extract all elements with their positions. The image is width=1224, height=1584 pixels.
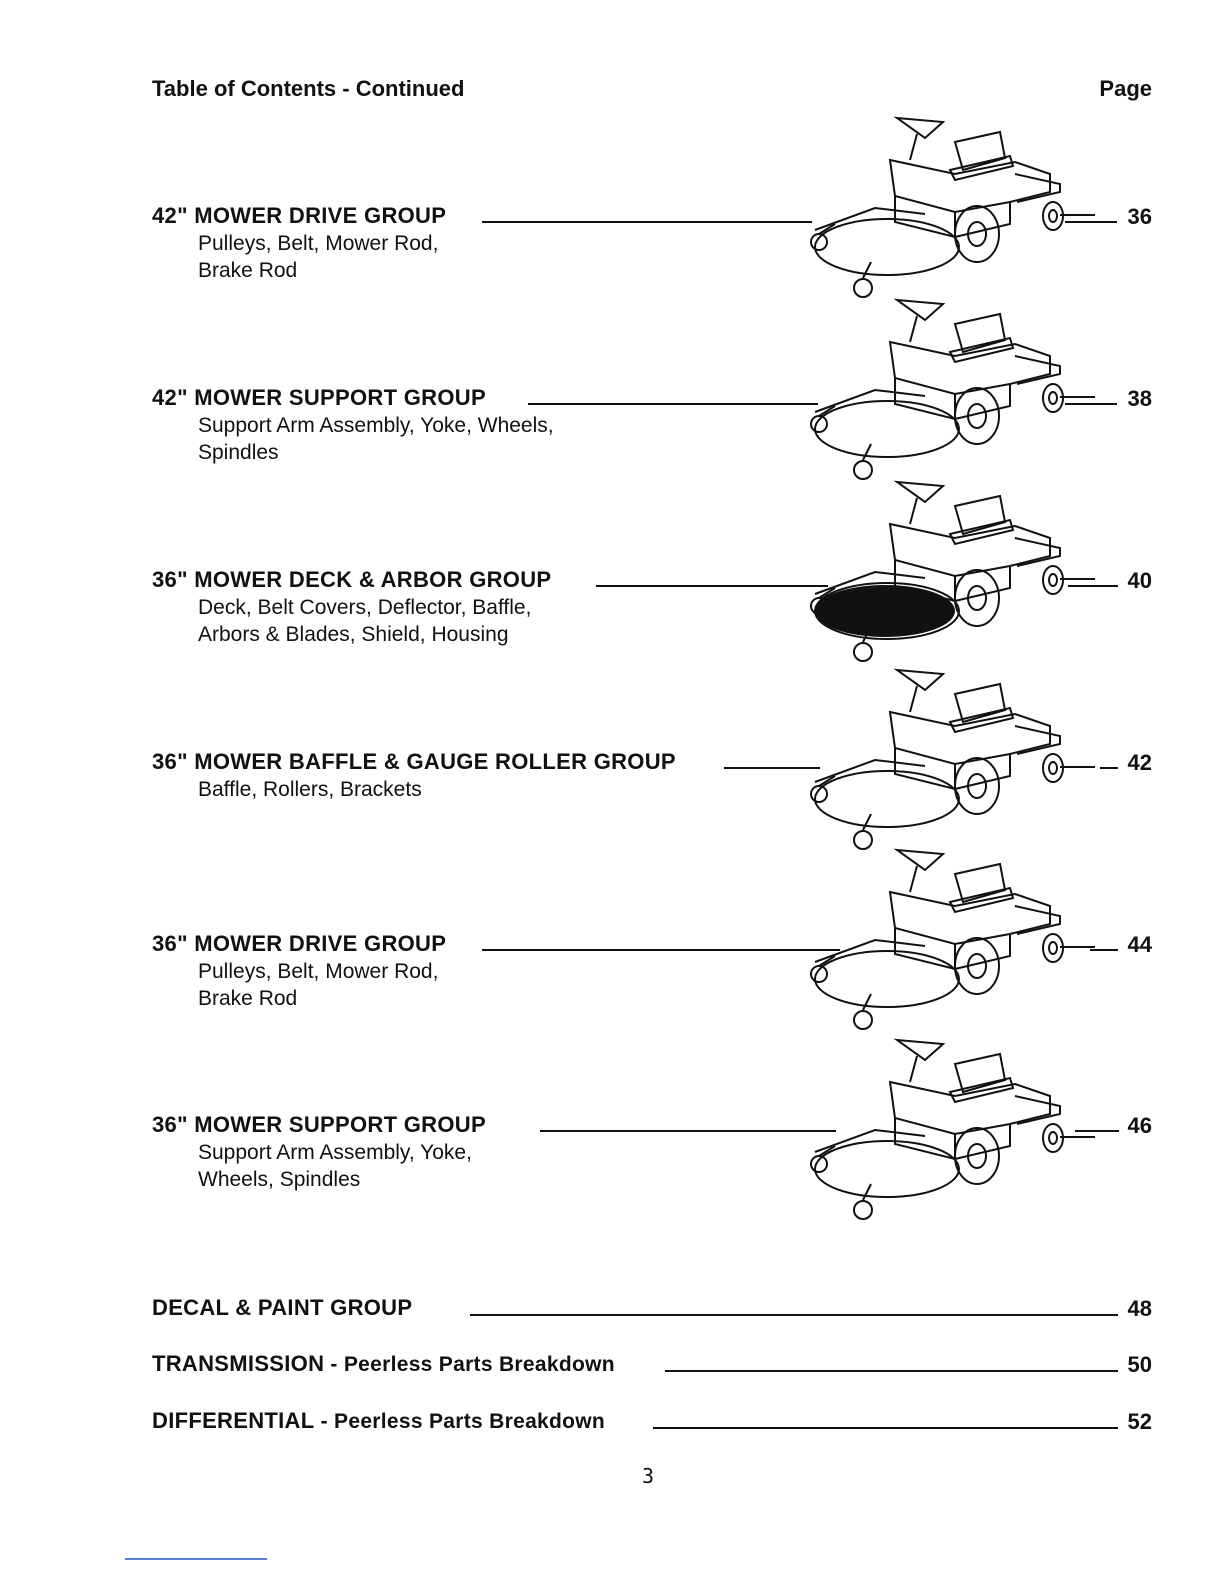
entry-description: Deck, Belt Covers, Deflector, Baffle, <box>198 596 532 619</box>
entry-title-main: TRANSMISSION <box>152 1351 325 1376</box>
entry-title[interactable] <box>152 1295 412 1321</box>
scan-artifact-line <box>125 1558 267 1560</box>
entry-title-main: DIFFERENTIAL <box>152 1408 315 1433</box>
page-number[interactable]: 48 <box>1127 1296 1152 1321</box>
entry-title[interactable]: 42" MOWER DRIVE GROUP <box>152 203 447 228</box>
entry-description: Wheels, Spindles <box>198 1168 361 1191</box>
leader-line <box>1100 767 1118 769</box>
entry-description: Brake Rod <box>198 987 298 1010</box>
mower-illustration <box>805 476 1095 666</box>
mower-illustration <box>805 664 1095 854</box>
page-number[interactable]: 40 <box>1127 568 1152 593</box>
entry-description: Support Arm Assembly, Yoke, Wheels, <box>198 414 554 437</box>
page-number[interactable]: 50 <box>1127 1352 1152 1377</box>
leader-line <box>596 585 828 587</box>
entry-description: Brake Rod <box>198 259 298 282</box>
entry-description: Support Arm Assembly, Yoke, <box>198 1141 472 1164</box>
entry-title[interactable]: 36" MOWER DECK & ARBOR GROUP <box>152 567 552 592</box>
leader-line <box>665 1370 1118 1372</box>
page-number[interactable]: 42 <box>1127 750 1152 775</box>
entry-title-main: DECAL & PAINT GROUP <box>152 1295 413 1320</box>
page-number[interactable]: 36 <box>1127 204 1152 229</box>
leader-line <box>470 1314 1118 1316</box>
mower-illustration <box>805 294 1095 484</box>
page-number[interactable]: 44 <box>1127 932 1152 957</box>
leader-line <box>540 1130 836 1132</box>
page-footer-number: 3 <box>642 1464 655 1488</box>
entry-title[interactable]: 36" MOWER BAFFLE & GAUGE ROLLER GROUP <box>152 749 676 774</box>
entry-title-rest: - Peerless Parts Breakdown <box>324 1353 615 1376</box>
entry-title[interactable]: 42" MOWER SUPPORT GROUP <box>152 385 486 410</box>
page-number[interactable]: 52 <box>1127 1409 1152 1434</box>
leader-line <box>482 221 812 223</box>
entry-title[interactable]: 36" MOWER DRIVE GROUP <box>152 931 447 956</box>
mower-illustration <box>805 112 1095 302</box>
page-number[interactable]: 38 <box>1127 386 1152 411</box>
entry-description: Pulleys, Belt, Mower Rod, <box>198 960 439 983</box>
leader-line <box>528 403 818 405</box>
entry-description: Pulleys, Belt, Mower Rod, <box>198 232 439 255</box>
leader-line <box>482 949 840 951</box>
toc-heading: Table of Contents - Continued <box>152 76 465 101</box>
page-column-label: Page <box>1099 76 1152 101</box>
entry-title-rest: - Peerless Parts Breakdown <box>314 1410 606 1433</box>
mower-illustration <box>805 844 1095 1034</box>
mower-illustration <box>805 1034 1095 1224</box>
entry-description: Spindles <box>198 441 279 464</box>
entry-description: Baffle, Rollers, Brackets <box>198 778 422 801</box>
entry-description: Arbors & Blades, Shield, Housing <box>198 623 509 646</box>
entry-title[interactable]: 36" MOWER SUPPORT GROUP <box>152 1112 486 1137</box>
leader-line <box>653 1427 1118 1429</box>
entry-title[interactable] <box>152 1351 615 1377</box>
page-number[interactable]: 46 <box>1127 1113 1152 1138</box>
entry-title[interactable] <box>152 1408 605 1434</box>
